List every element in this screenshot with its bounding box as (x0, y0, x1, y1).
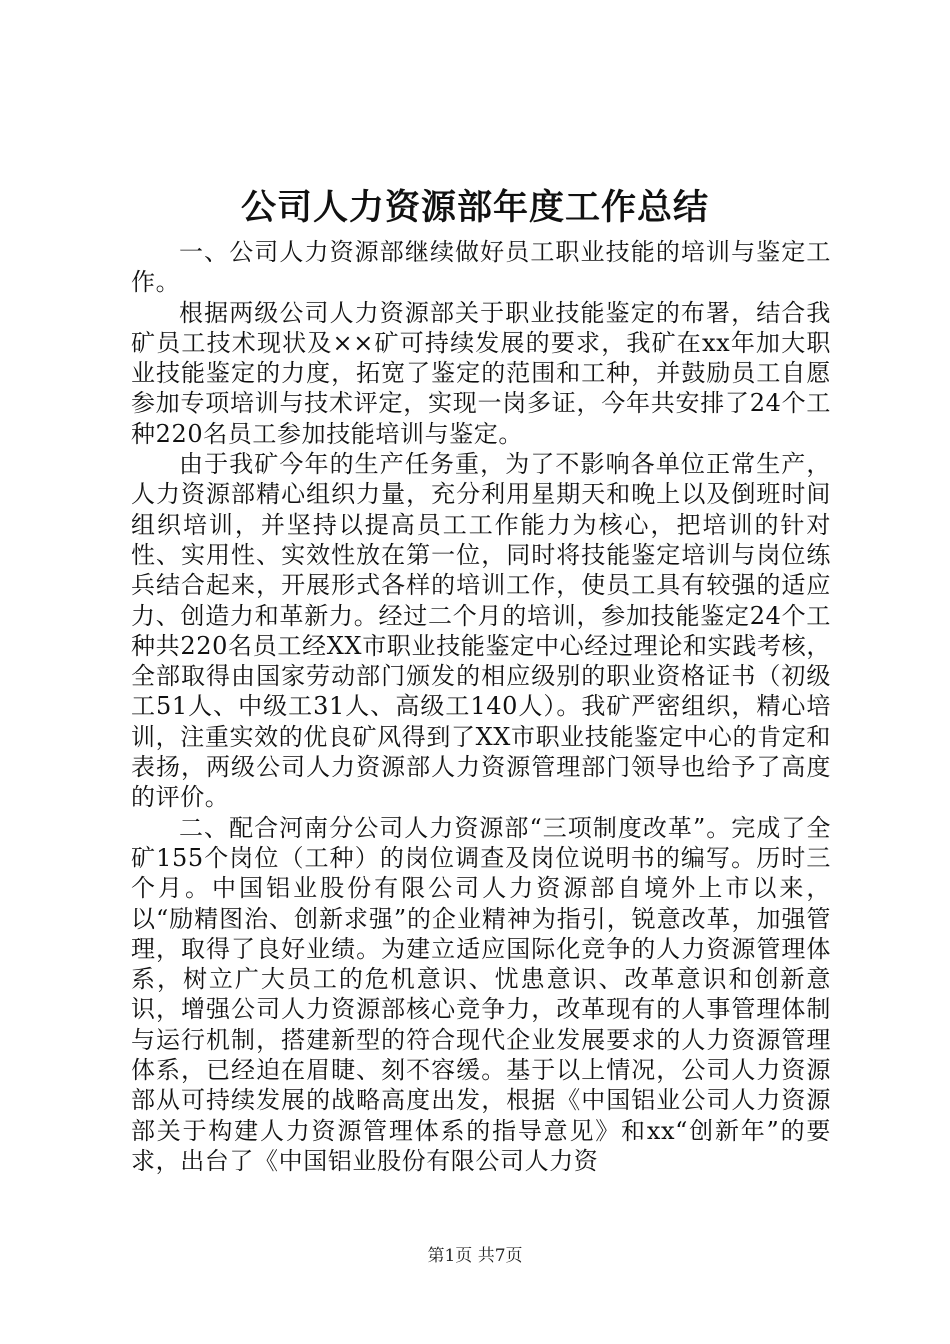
paragraph-section-1-heading: 一、公司人力资源部继续做好员工职业技能的培训与鉴定工作。 (131, 238, 831, 297)
paragraph-training-organization: 由于我矿今年的生产任务重，为了不影响各单位正常生产，人力资源部精心组织力量，充分利用星期天和晚上以及倒班时间组织培训，并坚持以提高员工工作能力为核心，把培训的针对性、实用性、实效性放在第一位，同时将技能鉴定培训与岗位练兵结合起来，开展形式各样的培训工作，使员工具有较强的适应力、创造力和革新力。经过二个月的培训，参加技能鉴定24个工种共220名员工经XX市职业技能鉴定中心经过理论和实践考核，全部取得由国家劳动部门颁发的相应级别的职业资格证书（初级工51人、中级工31人、高级工140人）。我矿严密组织，精心培训，注重实效的优良矿风得到了XX市职业技能鉴定中心的肯定和表扬，两级公司人力资源部人力资源管理部门领导也给予了高度的评价。 (131, 450, 831, 812)
document-body (131, 237, 831, 1176)
page-footer: 第1页 共7页 (427, 1246, 523, 1266)
document-title: 公司人力资源部年度工作总结 (240, 187, 709, 228)
paragraph-section-2-reform: 二、配合河南分公司人力资源部“三项制度改革”。完成了全矿155个岗位（工种）的岗位调查及岗位说明书的编写。历时三个月。中国铝业股份有限公司人力资源部自境外上市以来，以“励精图治、创新求强”的企业精神为指引，锐意改革，加强管理，取得了良好业绩。为建立适应国际化竞争的人力资源管理体系，树立广大员工的危机意识、忧患意识、改革意识和创新意识，增强公司人力资源部核心竞争力，改革现有的人事管理体制与运行机制，搭建新型的符合现代企业发展要求的人力资源管理体系，已经迫在眉睫、刻不容缓。基于以上情况，公司人力资源部从可持续发展的战略高度出发，根据《中国铝业公司人力资源部关于构建人力资源管理体系的指导意见》和xx“创新年”的要求，出台了《中国铝业股份有限公司人力资 (131, 813, 831, 1175)
paragraph-skill-appraisal: 根据两级公司人力资源部关于职业技能鉴定的布署，结合我矿员工技术现状及××矿可持续发展的要求，我矿在xx年加大职业技能鉴定的力度，拓宽了鉴定的范围和工种，并鼓励员工自愿参加专项培训与技术评定，实现一岗多证，今年共安排了24个工种220名员工参加技能培训与鉴定。 (131, 298, 831, 448)
